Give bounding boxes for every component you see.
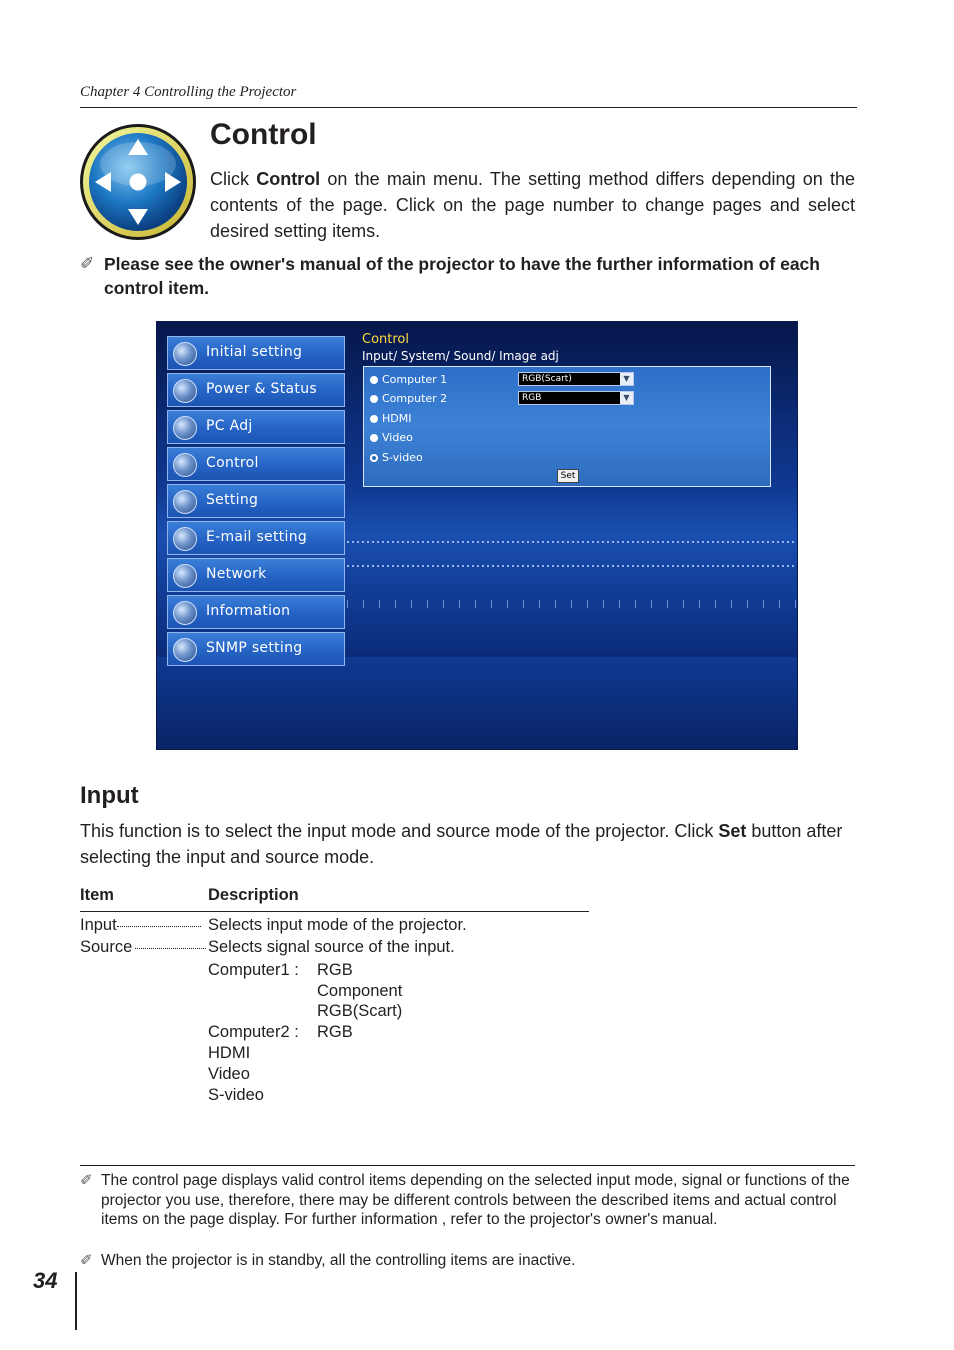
menu-label: E-mail setting [206,529,308,545]
menu-label: Network [206,566,267,582]
table-row-source-item [80,938,206,957]
menu-item-control[interactable] [167,447,345,481]
page-title: Control [210,118,317,151]
table-header-description: Description [208,886,299,904]
option-computer-2[interactable] [370,392,447,405]
row-item: Source [80,938,133,956]
table-header-item: Item [80,886,114,904]
menu-label: Control [206,455,259,471]
table-rule [80,911,589,912]
power-status-icon [173,379,197,403]
option-label: Computer 2 [382,392,448,405]
control-arrows-icon [78,122,198,242]
decor-dotted-line [347,565,797,567]
intro-paragraph [210,166,855,244]
owner-manual-note [80,252,857,300]
menu-item-initial-setting[interactable] [167,336,345,370]
chevron-down-icon[interactable]: ▼ [620,392,633,404]
radio-icon[interactable] [370,395,378,403]
computer1-value: Component [317,982,403,1000]
table-row-input-item [80,916,201,935]
network-icon [173,564,197,588]
option-label: Video [382,431,413,444]
control-screenshot [156,321,798,750]
radio-icon[interactable] [370,415,378,423]
intro-text-end: on the main menu. The setting method differs depending on the contents of the page. Click on the page number to change pages and select desired setting items. [210,169,856,241]
menu-item-email-setting[interactable] [167,521,345,555]
footnote-1 [80,1171,857,1230]
input-text-end: button after selecting the input and source mode. [80,821,843,867]
page-number-bar [75,1272,77,1330]
input-paragraph [80,818,857,870]
radio-icon[interactable] [370,376,378,384]
decor-dotted-line [347,541,797,543]
menu-item-power-status[interactable] [167,373,345,407]
select-value: RGB(Scart) [522,374,572,384]
input-text-start: This function is to select the input mode and source mode of the projector. Click [80,821,719,841]
footnote-2 [80,1251,857,1271]
footnote-text: The control page displays valid control items depending on the selected input mode, signal or functions of the projector you use, therefore, there may be different controls between the described items and actual control items on the page display. For further information , refer to the projector's owner's manual. [101,1172,850,1228]
information-icon [173,601,197,625]
pc-adj-icon [173,416,197,440]
option-hdmi[interactable] [370,412,411,425]
radio-icon[interactable] [370,434,378,442]
menu-label: Information [206,603,291,619]
radio-selected-icon[interactable] [370,454,378,462]
menu-label: Initial setting [206,344,303,360]
bg-band-bottom [157,657,797,749]
computer2-label: Computer2 : [208,1023,299,1041]
option-label: Computer 1 [382,373,448,386]
intro-bold: Control [256,169,321,189]
menu-item-pc-adj[interactable] [167,410,345,444]
menu-label: PC Adj [206,418,253,434]
option-computer-1[interactable] [370,373,447,386]
page-number: 34 [33,1268,58,1293]
snmp-icon [173,638,197,662]
dot-leader [117,926,201,927]
row-item: Input [80,916,117,934]
option-video[interactable] [370,431,413,444]
pencil-icon: ✐ [80,1172,93,1189]
intro-text-start: Click [210,169,257,189]
option-label: S-video [382,451,423,464]
initial-setting-icon [173,342,197,366]
setting-icon [173,490,197,514]
screen-subtitle[interactable]: Input/ System/ Sound/ Image adj [362,349,559,363]
input-panel [363,366,771,487]
menu-item-setting[interactable] [167,484,345,518]
source-s-video: S-video [208,1086,264,1104]
header-rule [80,107,857,108]
screen-title: Control [362,332,409,347]
footnote-text: When the projector is in standby, all the controlling items are inactive. [101,1252,576,1269]
computer-2-select[interactable] [518,391,634,405]
source-video: Video [208,1065,250,1083]
option-label: HDMI [382,412,412,425]
decor-ticks [347,600,797,608]
computer-1-select[interactable] [518,372,634,386]
menu-item-snmp-setting[interactable] [167,632,345,666]
computer1-value: RGB [317,961,353,979]
source-hdmi: HDMI [208,1044,251,1062]
dot-leader [135,948,206,949]
input-text-bold: Set [718,821,747,841]
table-row-input-desc: Selects input mode of the projector. [208,916,467,934]
input-heading: Input [80,782,139,809]
menu-item-network[interactable] [167,558,345,592]
chevron-down-icon[interactable]: ▼ [620,373,633,385]
email-icon [173,527,197,551]
menu-label: Power & Status [206,381,317,397]
table-row-source-desc: Selects signal source of the input. [208,938,455,956]
note-text: Please see the owner's manual of the projector to have the further information of each control item. [104,254,820,298]
pencil-icon: ✐ [80,1252,93,1269]
pencil-icon: ✐ [80,254,95,273]
menu-label: SNMP setting [206,640,303,656]
menu-label: Setting [206,492,259,508]
menu-item-information[interactable] [167,595,345,629]
select-value: RGB [522,393,542,403]
computer2-value: RGB [317,1023,353,1041]
control-icon [173,453,197,477]
computer1-label: Computer1 : [208,961,299,979]
footnote-rule [80,1165,855,1166]
computer1-value: RGB(Scart) [317,1002,403,1020]
option-s-video[interactable] [370,451,423,464]
set-button[interactable]: Set [557,469,579,483]
chapter-header: Chapter 4 Controlling the Projector [80,84,297,100]
